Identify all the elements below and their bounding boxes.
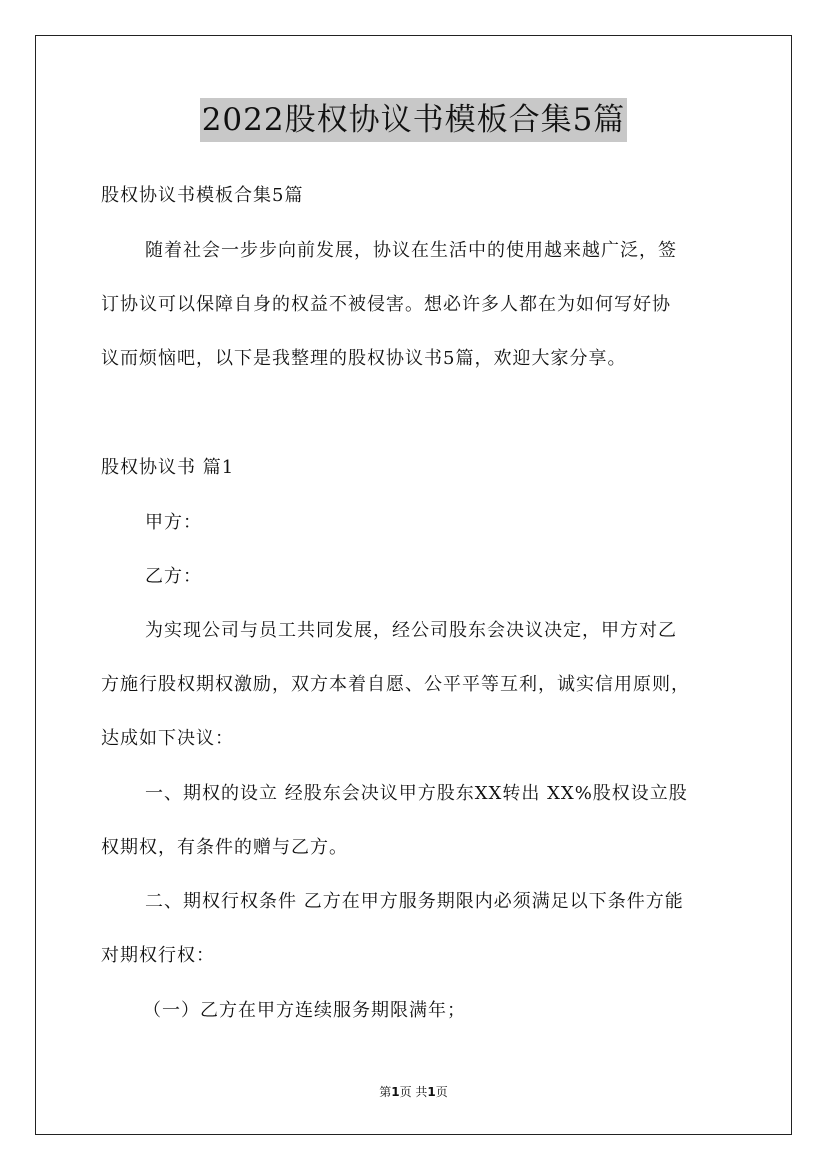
footer-prefix: 第 xyxy=(379,1085,392,1099)
page-footer xyxy=(0,1083,827,1100)
subtitle-line: 股权协议书模板合集5篇 xyxy=(101,185,304,206)
clause-line: 一、期权的设立 经股东会决议甲方股东XX转出 XX%股权设立股 xyxy=(145,783,688,804)
footer-page-number: 1 xyxy=(391,1085,400,1099)
party-b-label: 乙方： xyxy=(145,566,202,587)
section-heading: 股权协议书 篇1 xyxy=(101,457,235,478)
clause-line: 对期权行权： xyxy=(101,945,215,966)
footer-mid: 页 共 xyxy=(399,1085,428,1099)
paragraph-line: 方施行股权期权激励，双方本着自愿、公平平等互利，诚实信用原则， xyxy=(101,674,690,695)
party-a-label: 甲方： xyxy=(145,512,202,533)
document-title: 2022股权协议书模板合集5篇 xyxy=(200,98,628,142)
paragraph-line: 达成如下决议： xyxy=(101,728,234,749)
footer-suffix: 页 xyxy=(435,1085,448,1099)
footer-page-total: 1 xyxy=(427,1085,436,1099)
paragraph-line: 议而烦恼吧，以下是我整理的股权协议书5篇，欢迎大家分享。 xyxy=(101,348,627,369)
paragraph-line: 为实现公司与员工共同发展，经公司股东会决议决定，甲方对乙 xyxy=(145,620,677,641)
clause-line: 二、期权行权条件 乙方在甲方服务期限内必须满足以下条件方能 xyxy=(145,891,684,912)
paragraph-line: 随着社会一步步向前发展，协议在生活中的使用越来越广泛，签 xyxy=(145,240,677,261)
clause-line: 权期权，有条件的赠与乙方。 xyxy=(101,837,348,858)
clause-line: （一）乙方在甲方连续服务期限满年； xyxy=(143,1000,466,1021)
paragraph-line: 订协议可以保障自身的权益不被侵害。想必许多人都在为如何写好协 xyxy=(101,294,671,315)
title-container xyxy=(0,98,827,142)
